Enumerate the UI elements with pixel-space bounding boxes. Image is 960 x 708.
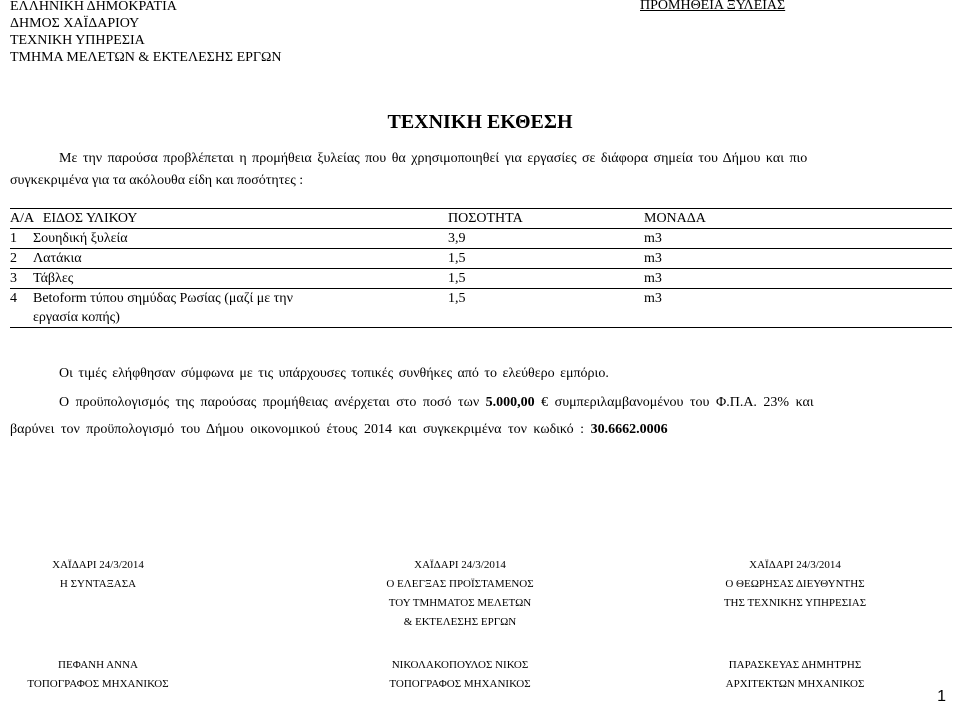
cell-qty: 3,9 <box>448 231 466 246</box>
table-row <box>10 229 952 249</box>
budget-code: 30.6662.0006 <box>590 422 668 437</box>
signature-role: ΤΟΥ ΤΜΗΜΑΤΟΣ ΜΕΛΕΤΩΝ <box>388 597 532 609</box>
table-row <box>10 249 952 269</box>
signatory-title: ΤΟΠΟΓΡΑΦΟΣ ΜΗΧΑΝΙΚΟΣ <box>27 678 169 690</box>
signature-date: ΧΑΪΔΑΡΙ 24/3/2014 <box>414 559 506 571</box>
page-number: 1 <box>937 688 946 705</box>
signature-block-director <box>690 556 900 613</box>
signature-role: Ο ΕΛΕΓΞΑΣ ΠΡΟΪΣΤΑΜΕΝΟΣ <box>386 578 534 590</box>
signature-block-author <box>18 556 178 594</box>
table-header-row <box>10 209 952 229</box>
cell-item <box>23 289 448 328</box>
cell-unit: m3 <box>644 251 662 266</box>
cell-item-line: Betoform τύπου σημύδας Ρωσίας (μαζί με την <box>33 291 293 306</box>
signatory-name: ΠΑΡΑΣΚΕΥΑΣ ΔΗΜΗΤΡΗΣ <box>728 659 862 671</box>
budget-code-line <box>10 422 668 438</box>
intro-line-1: Με την παρούσα προβλέπεται η προμήθεια ξυλείας που θα χρησιμοποιηθεί για εργασίες σε διάφορα σημεία του Δήμου και πιο <box>59 151 808 166</box>
header-line: ΕΛΛΗΝΙΚΗ ΔΗΜΟΚΡΑΤΙΑ <box>10 0 177 14</box>
header-item: ΕΙΔΟΣ ΥΛΙΚΟΥ <box>42 211 138 226</box>
signatory-title: ΑΡΧΙΤΕΚΤΩΝ ΜΗΧΑΝΙΚΟΣ <box>725 678 865 690</box>
cell-item: Τάβλες <box>33 271 74 286</box>
budget-line <box>59 395 814 411</box>
header-aa: Α/Α <box>10 211 34 226</box>
cell-unit: m3 <box>644 271 662 286</box>
cell-qty: 1,5 <box>448 291 466 306</box>
cell-qty: 1,5 <box>448 271 466 286</box>
cell-item-line: εργασία κοπής) <box>33 310 120 325</box>
cell-qty: 1,5 <box>448 251 466 266</box>
header-qty: ΠΟΣΟΤΗΤΑ <box>448 211 523 226</box>
signature-role: Ο ΘΕΩΡΗΣΑΣ ΔΙΕΥΘΥΝΤΗΣ <box>725 578 865 590</box>
cell-item: Σουηδική ξυλεία <box>33 231 128 246</box>
signature-date: ΧΑΪΔΑΡΙ 24/3/2014 <box>749 559 841 571</box>
euro-sign: € <box>541 395 549 410</box>
budget-text: Ο προϋπολογισμός της παρούσας προμήθειας ανέρχεται στο ποσό των <box>59 395 480 410</box>
document-title: ΤΕΧΝΙΚΗ ΕΚΘΕΣΗ <box>387 111 573 133</box>
cell-aa: 2 <box>10 251 17 266</box>
signatory-title: ΤΟΠΟΓΡΑΦΟΣ ΜΗΧΑΝΙΚΟΣ <box>389 678 531 690</box>
cell-unit: m3 <box>644 291 662 306</box>
signature-role: & ΕΚΤΕΛΕΣΗΣ ΕΡΓΩΝ <box>403 616 517 628</box>
signature-role: Η ΣΥΝΤΑΞΑΣΑ <box>59 578 137 590</box>
cell-aa: 1 <box>10 231 17 246</box>
signatory-checker <box>340 656 580 694</box>
signatory-author <box>18 656 178 694</box>
pricing-note: Οι τιμές ελήφθησαν σύμφωνα με τις υπάρχουσες τοπικές συνθήκες από το ελεύθερο εμπόριο. <box>59 366 609 381</box>
cell-unit: m3 <box>644 231 662 246</box>
table-row <box>10 269 952 289</box>
signatory-name: ΠΕΦΑΝΗ ΑΝΝΑ <box>58 659 138 671</box>
header-line: ΤΕΧΝΙΚΗ ΥΠΗΡΕΣΙΑ <box>10 33 145 48</box>
table-row <box>10 289 952 328</box>
header-line: ΤΜΗΜΑ ΜΕΛΕΤΩΝ & ΕΚΤΕΛΕΣΗΣ ΕΡΓΩΝ <box>10 50 282 65</box>
cell-aa: 4 <box>10 291 17 306</box>
signature-date: ΧΑΪΔΑΡΙ 24/3/2014 <box>52 559 144 571</box>
signatory-director <box>690 656 900 694</box>
budget-code-text: βαρύνει τον προϋπολογισμό του Δήμου οικονομικού έτους 2014 και συγκεκριμένα τον κωδικό : <box>10 422 585 437</box>
intro-line-2: συγκεκριμένα για τα ακόλουθα είδη και ποσότητες : <box>10 173 304 188</box>
signatory-name: ΝΙΚΟΛΑΚΟΠΟΥΛΟΣ ΝΙΚΟΣ <box>391 659 529 671</box>
cell-item: Λατάκια <box>33 251 82 266</box>
cell-aa: 3 <box>10 271 17 286</box>
items-table <box>10 208 952 328</box>
signature-role: ΤΗΣ ΤΕΧΝΙΚΗΣ ΥΠΗΡΕΣΙΑΣ <box>723 597 867 609</box>
budget-text-post: συμπεριλαμβανομένου του Φ.Π.Α. 23% και <box>554 395 814 410</box>
header-aa-item <box>10 209 448 229</box>
header-line: ΔΗΜΟΣ ΧΑΪΔΑΡΙΟΥ <box>10 16 140 31</box>
header-unit: ΜΟΝΑΔΑ <box>644 211 706 226</box>
signature-block-checker <box>340 556 580 632</box>
subject-heading: ΠΡΟΜΗΘΕΙΑ ΞΥΛΕΙΑΣ <box>640 0 786 13</box>
issuer-header <box>10 0 282 66</box>
budget-amount: 5.000,00 <box>485 395 535 410</box>
